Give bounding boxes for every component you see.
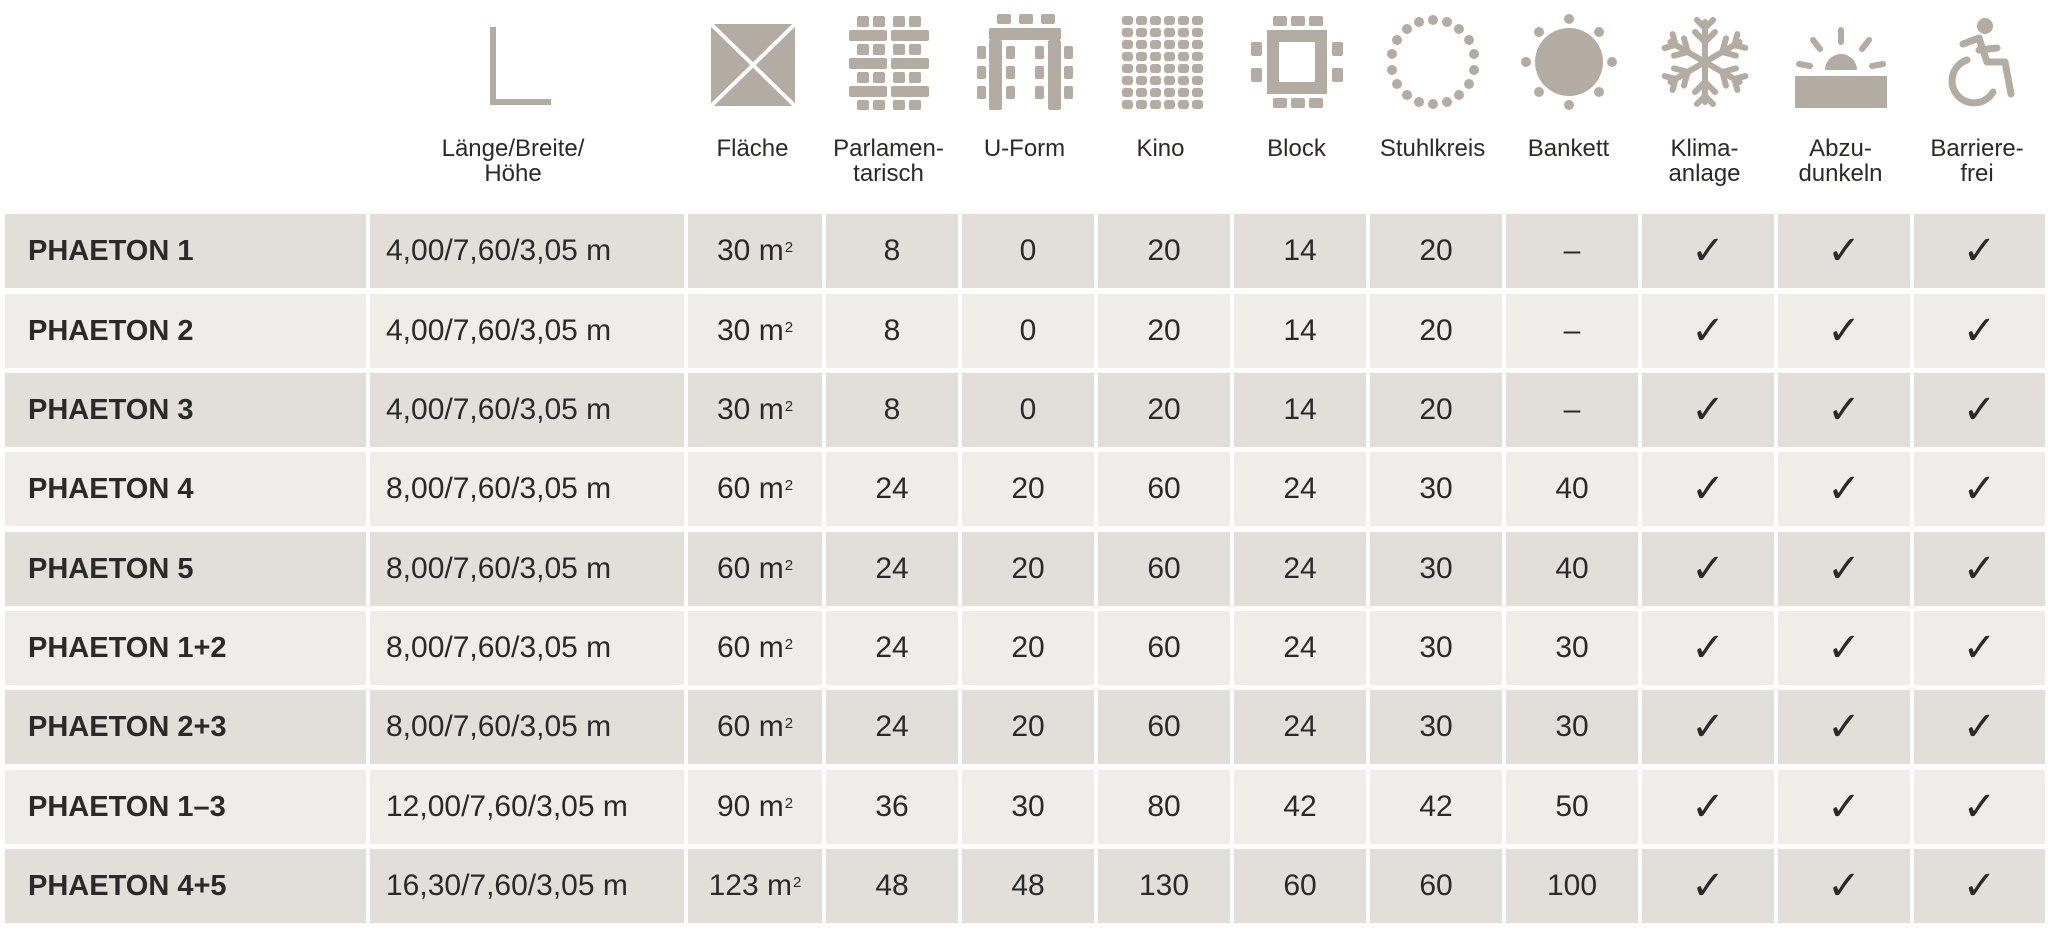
accessible-check: ✓ — [1914, 214, 2045, 288]
table-header — [0, 0, 2048, 214]
header-label: Kino — [1136, 135, 1185, 162]
dimensions-cell: 12,00/7,60/3,05 m — [370, 770, 684, 844]
banquet-cell: 40 — [1506, 452, 1638, 526]
area-cell — [688, 373, 822, 447]
header-parliamentary — [821, 0, 956, 214]
area-cell — [688, 849, 822, 923]
wheelchair-icon — [1927, 12, 2027, 112]
accessible-check: ✓ — [1914, 690, 2045, 764]
header-label: Abzu- dunkeln — [1798, 135, 1883, 187]
header-area — [685, 0, 820, 214]
block-cell: 24 — [1234, 611, 1366, 685]
header-block — [1229, 0, 1364, 214]
darkening-check: ✓ — [1778, 532, 1910, 606]
dimensions-cell: 4,00/7,60/3,05 m — [370, 214, 684, 288]
parliamentary-cell: 8 — [826, 373, 958, 447]
cinema-cell: 60 — [1098, 611, 1230, 685]
area-exponent: 2 — [784, 635, 794, 653]
air-conditioning-check: ✓ — [1642, 214, 1774, 288]
header-label: Block — [1267, 135, 1326, 162]
header-label: Klima- anlage — [1668, 135, 1741, 187]
area-exponent: 2 — [784, 318, 794, 336]
cinema-cell: 130 — [1098, 849, 1230, 923]
darkening-check: ✓ — [1778, 214, 1910, 288]
banquet-cell: 50 — [1506, 770, 1638, 844]
accessible-check: ✓ — [1914, 373, 2045, 447]
accessible-check: ✓ — [1914, 532, 2045, 606]
u-form-cell: 20 — [962, 452, 1094, 526]
header-banquet — [1501, 0, 1636, 214]
u-form-cell: 20 — [962, 611, 1094, 685]
room-name: PHAETON 4 — [5, 452, 366, 526]
u-shape-icon — [975, 12, 1075, 112]
cinema-cell: 20 — [1098, 214, 1230, 288]
area-value: 60 — [716, 472, 751, 505]
darkening-check: ✓ — [1778, 611, 1910, 685]
darkening-check: ✓ — [1778, 373, 1910, 447]
header-label: Länge/Breite/ Höhe — [441, 135, 585, 187]
header-label: Bankett — [1527, 135, 1610, 162]
area-exponent: 2 — [784, 476, 794, 494]
air-conditioning-check: ✓ — [1642, 294, 1774, 368]
area-cell — [688, 611, 822, 685]
dimensions-cell: 8,00/7,60/3,05 m — [370, 690, 684, 764]
dimensions-cell: 8,00/7,60/3,05 m — [370, 452, 684, 526]
area-value: 60 — [716, 631, 751, 664]
area-value: 90 — [716, 790, 751, 823]
room-name: PHAETON 2+3 — [5, 690, 366, 764]
area-unit: m — [758, 393, 784, 426]
cinema-cell: 60 — [1098, 532, 1230, 606]
air-conditioning-check: ✓ — [1642, 532, 1774, 606]
block-cell: 14 — [1234, 373, 1366, 447]
cinema-cell: 20 — [1098, 294, 1230, 368]
area-cell — [688, 770, 822, 844]
area-cell — [688, 690, 822, 764]
air-conditioning-check: ✓ — [1642, 373, 1774, 447]
area-unit: m — [767, 869, 793, 902]
dimensions-cell: 16,30/7,60/3,05 m — [370, 849, 684, 923]
dimensions-cell: 4,00/7,60/3,05 m — [370, 373, 684, 447]
cinema-cell: 80 — [1098, 770, 1230, 844]
chair-circle-icon — [1383, 12, 1483, 112]
banquet-icon — [1519, 12, 1619, 112]
parliamentary-cell: 24 — [826, 611, 958, 685]
chair-circle-cell: 42 — [1370, 770, 1502, 844]
parliamentary-cell: 48 — [826, 849, 958, 923]
header-label: Barriere- frei — [1930, 135, 2024, 187]
area-unit: m — [758, 631, 784, 664]
area-exponent: 2 — [793, 873, 802, 891]
accessible-check: ✓ — [1914, 611, 2045, 685]
air-conditioning-check: ✓ — [1642, 452, 1774, 526]
banquet-cell: – — [1506, 294, 1638, 368]
block-cell: 24 — [1234, 452, 1366, 526]
sunset-icon — [1791, 12, 1891, 112]
accessible-check: ✓ — [1914, 770, 2045, 844]
block-cell: 24 — [1234, 690, 1366, 764]
u-form-cell: 0 — [962, 294, 1094, 368]
area-unit: m — [758, 314, 784, 347]
accessible-check: ✓ — [1914, 849, 2045, 923]
dimensions-cell: 8,00/7,60/3,05 m — [370, 532, 684, 606]
area-exponent: 2 — [784, 714, 794, 732]
darkening-check: ✓ — [1778, 294, 1910, 368]
chair-circle-cell: 20 — [1370, 214, 1502, 288]
parliamentary-cell: 8 — [826, 214, 958, 288]
area-cell — [688, 214, 822, 288]
u-form-cell: 48 — [962, 849, 1094, 923]
dimensions-cell: 4,00/7,60/3,05 m — [370, 294, 684, 368]
area-exponent: 2 — [784, 794, 794, 812]
cinema-cell: 60 — [1098, 452, 1230, 526]
room-name: PHAETON 3 — [5, 373, 366, 447]
banquet-cell: – — [1506, 373, 1638, 447]
cinema-cell: 20 — [1098, 373, 1230, 447]
dimension-icon — [463, 12, 563, 112]
area-exponent: 2 — [784, 556, 794, 574]
dimensions-cell: 8,00/7,60/3,05 m — [370, 611, 684, 685]
room-name: PHAETON 5 — [5, 532, 366, 606]
header-cinema — [1093, 0, 1228, 214]
banquet-cell: 30 — [1506, 690, 1638, 764]
area-cell — [688, 452, 822, 526]
parliamentary-cell: 24 — [826, 532, 958, 606]
area-unit: m — [758, 710, 784, 743]
banquet-cell: 30 — [1506, 611, 1638, 685]
accessible-check: ✓ — [1914, 452, 2045, 526]
banquet-cell: 40 — [1506, 532, 1638, 606]
air-conditioning-check: ✓ — [1642, 849, 1774, 923]
area-value: 30 — [716, 314, 751, 347]
chair-circle-cell: 30 — [1370, 690, 1502, 764]
u-form-cell: 0 — [962, 373, 1094, 447]
u-form-cell: 30 — [962, 770, 1094, 844]
area-icon — [703, 12, 803, 112]
header-label: U-Form — [983, 135, 1066, 162]
area-exponent: 2 — [784, 397, 794, 415]
block-cell: 14 — [1234, 214, 1366, 288]
area-unit: m — [758, 472, 784, 505]
room-name: PHAETON 1+2 — [5, 611, 366, 685]
block-icon — [1247, 12, 1347, 112]
header-dimensions — [370, 0, 656, 214]
header-label: Parlamen- tarisch — [833, 135, 944, 187]
cinema-cell: 60 — [1098, 690, 1230, 764]
darkening-check: ✓ — [1778, 770, 1910, 844]
header-darkening — [1773, 0, 1908, 214]
block-cell: 42 — [1234, 770, 1366, 844]
area-value: 30 — [716, 393, 751, 426]
snowflake-icon — [1655, 12, 1755, 112]
area-unit: m — [758, 790, 784, 823]
header-label: Fläche — [716, 135, 789, 162]
area-value: 30 — [716, 234, 751, 267]
parliamentary-cell: 36 — [826, 770, 958, 844]
u-form-cell: 0 — [962, 214, 1094, 288]
accessible-check: ✓ — [1914, 294, 2045, 368]
area-exponent: 2 — [784, 238, 794, 256]
darkening-check: ✓ — [1778, 849, 1910, 923]
chair-circle-cell: 20 — [1370, 294, 1502, 368]
header-u-form — [957, 0, 1092, 214]
header-chair-circle — [1365, 0, 1500, 214]
cinema-icon — [1111, 12, 1211, 112]
chair-circle-cell: 60 — [1370, 849, 1502, 923]
area-unit: m — [758, 552, 784, 585]
header-air-conditioning — [1637, 0, 1772, 214]
area-value: 60 — [716, 710, 751, 743]
block-cell: 24 — [1234, 532, 1366, 606]
parliamentary-cell: 24 — [826, 452, 958, 526]
banquet-cell: – — [1506, 214, 1638, 288]
air-conditioning-check: ✓ — [1642, 770, 1774, 844]
room-name: PHAETON 1–3 — [5, 770, 366, 844]
u-form-cell: 20 — [962, 532, 1094, 606]
area-cell — [688, 532, 822, 606]
area-unit: m — [758, 234, 784, 267]
parliamentary-cell: 24 — [826, 690, 958, 764]
header-label: Stuhlkreis — [1379, 135, 1486, 162]
parliamentary-icon — [839, 12, 939, 112]
chair-circle-cell: 30 — [1370, 611, 1502, 685]
chair-circle-cell: 30 — [1370, 532, 1502, 606]
chair-circle-cell: 20 — [1370, 373, 1502, 447]
room-name: PHAETON 2 — [5, 294, 366, 368]
area-value: 60 — [716, 552, 751, 585]
banquet-cell: 100 — [1506, 849, 1638, 923]
u-form-cell: 20 — [962, 690, 1094, 764]
block-cell: 14 — [1234, 294, 1366, 368]
area-cell — [688, 294, 822, 368]
air-conditioning-check: ✓ — [1642, 611, 1774, 685]
darkening-check: ✓ — [1778, 690, 1910, 764]
parliamentary-cell: 8 — [826, 294, 958, 368]
area-value: 123 — [708, 869, 759, 902]
darkening-check: ✓ — [1778, 452, 1910, 526]
block-cell: 60 — [1234, 849, 1366, 923]
room-name: PHAETON 4+5 — [5, 849, 366, 923]
header-accessible — [1909, 0, 2045, 214]
room-name: PHAETON 1 — [5, 214, 366, 288]
air-conditioning-check: ✓ — [1642, 690, 1774, 764]
chair-circle-cell: 30 — [1370, 452, 1502, 526]
